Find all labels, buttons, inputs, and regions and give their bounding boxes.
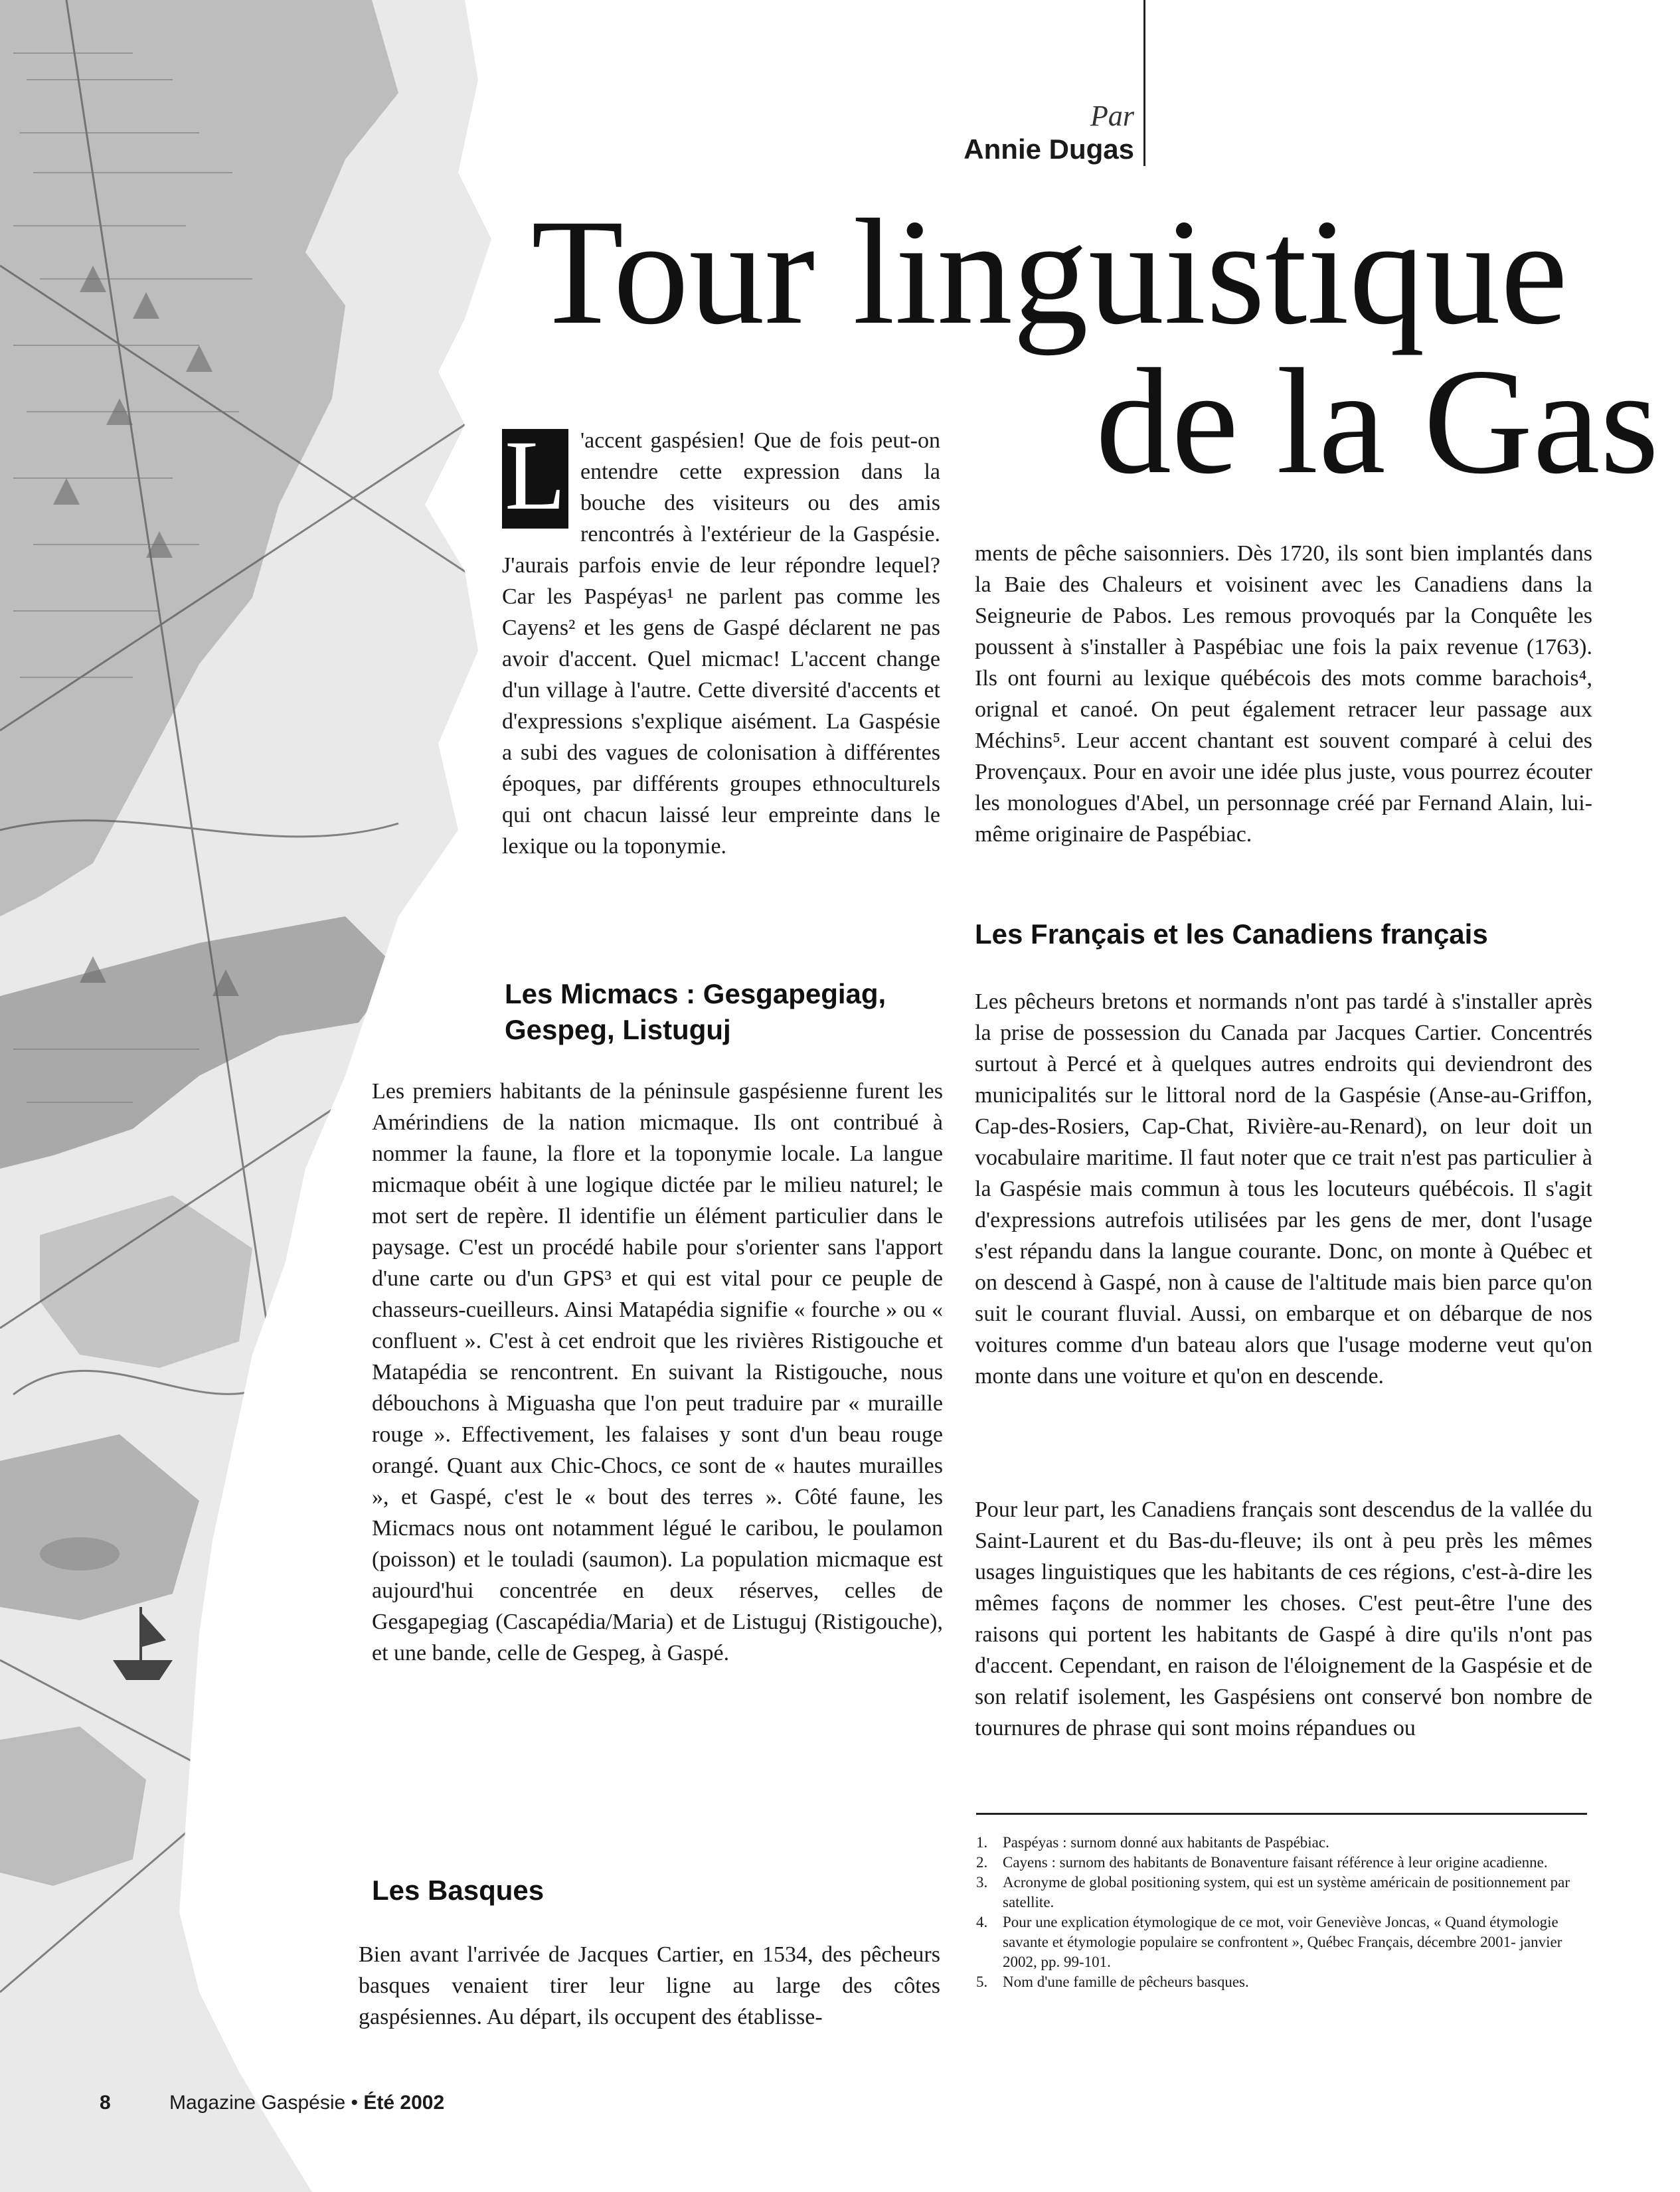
author-name: Annie Dugas: [964, 133, 1134, 165]
dropcap-letter: L: [502, 429, 568, 529]
footnote: [976, 1833, 1587, 1853]
footnote-number: 1.: [976, 1834, 988, 1851]
article-title-line2: de la Gas: [1096, 338, 1659, 505]
footnote-text: Cayens : surnom des habitants de Bonaventure faisant référence à leur origine acadienne.: [1003, 1854, 1548, 1871]
footnote: [976, 1873, 1587, 1912]
issue-date: Été 2002: [363, 2092, 445, 2114]
basques-paragraph-continued: ments de pêche saisonniers. Dès 1720, ils sont bien implantés dans la Baie des Chaleurs et voisinent avec les Canadiens dans la Seigneurie de Pabos. Les remous provoqués par la Conquête les poussent à s'installer à Paspébiac une fois la paix revenue (1763). Ils ont fourni au lexique québécois des mots comme barachois⁴, orignal et canoé. On peut également retracer leur passage aux Méchins⁵. Leur accent chantant est souvent comparé à celui des Provençaux. Pour en avoir une idée plus juste, vous pourrez écouter les monologues d'Abel, un personnage créé par Fernand Alain, lui-même originaire de Paspébiac.: [975, 541, 1592, 847]
micmacs-paragraph: Les premiers habitants de la péninsule gaspésienne furent les Amérindiens de la nation micmaque. Ils ont contribué à nommer la faune, la flore et la toponymie locale. La langue micmaque obéit à une logique dictée par le milieu naturel; le mot sert de repère. Il identifie un élément particulier dans le paysage. C'est un procédé habile pour s'orienter sans l'apport d'une carte ou d'un GPS³ et qui est vital pour ce peuple de chasseurs-cueilleurs. Ainsi Matapédia signifie « fourche » ou « confluent ». C'est à cet endroit que les rivières Ristigouche et Matapédia se rencontrent. En suivant la Ristigouche, nous débouchons à Miguasha que l'on peut traduire par « muraille rouge ». Effectivement, les falaises y sont d'un beau rouge orangé. Quant aux Chic-Chocs, ce sont de « hautes murailles », et Gaspé, c'est le « bout des terres ». Côté faune, les Micmacs nous ont notamment légué le caribou, le poulamon (poisson) et le touladi (saumon). La population micmaque est aujourd'hui concentrée en deux réserves, celles de Gesgapegiag (Cascapédia/Maria) et de Listuguj (Ristigouche), et une bande, celle de Gespeg, à Gaspé.: [372, 1079, 943, 1665]
footnote-rule: [976, 1813, 1587, 1815]
footnote-number: 5.: [976, 1974, 988, 1990]
byline-rule: [1143, 0, 1145, 166]
magazine-name: Magazine Gaspésie: [169, 2092, 346, 2114]
basques-paragraph-start: Bien avant l'arrivée de Jacques Cartier, en 1534, des pêcheurs basques venaient tirer leur ligne au large des côtes gaspésiennes. Au départ, ils occupent des établisse-: [359, 1942, 940, 2029]
footnotes: [976, 1833, 1587, 1992]
intro-paragraph: [502, 420, 940, 862]
heading-francais: Les Français et les Canadiens français: [975, 918, 1488, 950]
heading-basques: Les Basques: [372, 1875, 545, 1906]
article-title-line1: Tour linguistique: [531, 189, 1568, 356]
page-number: 8: [100, 2092, 111, 2114]
footer-bullet: •: [351, 2092, 364, 2114]
heading-micmacs: Les Micmacs : Gesgapegiag, Gespeg, Listuguj: [505, 978, 886, 1045]
footnote-text: Paspéyas : surnom donné aux habitants de Paspébiac.: [1003, 1834, 1329, 1851]
intro-text: 'accent gaspésien! Que de fois peut-on entendre cette expression dans la bouche des visiteurs ou des amis rencontrés à l'extérieur de la Gaspésie. J'aurais parfois envie de leur répondre lequel? Car les Paspéyas¹ ne parlent pas comme les Cayens² et les gens de Gaspé déclarent ne pas avoir d'accent. Quel micmac! L'accent change d'un village à l'autre. Cette diversité d'accents et d'expressions s'explique aisément. La Gaspésie a subi des vagues de colonisation à différentes époques, par différents groupes ethnoculturels qui ont chacun laissé leur empreinte dans le lexique ou la toponymie.: [502, 428, 940, 859]
footnote-number: 4.: [976, 1914, 988, 1930]
footnote: [976, 1912, 1587, 1972]
footnote: [976, 1972, 1587, 1992]
footnote-number: 3.: [976, 1874, 988, 1891]
footnote: [976, 1853, 1587, 1873]
francais-paragraph-1: Les pêcheurs bretons et normands n'ont pas tardé à s'installer après la prise de possession du Canada par Jacques Cartier. Concentrés surtout à Percé et à quelques autres endroits qui deviendront des municipalités sur le littoral nord de la Gaspésie (Anse-au-Griffon, Cap-des-Rosiers, Cap-Chat, Rivière-au-Renard), on leur doit un vocabulaire maritime. Il faut noter que ce trait n'est pas particulier à la Gaspésie mais commun à tous les locuteurs québécois. Il s'agit d'expressions autrefois utilisées par les gens de mer, dont l'usage s'est répandu dans la langue courante. Donc, on monte à Québec et on descend à Gaspé, non à cause de l'altitude mais bien parce qu'on suit le courant fluvial. Aussi, on embarque et on débarque de nos voitures comme d'un bateau alors que l'usage moderne veut qu'on monte dans une voiture et qu'on en descende.: [975, 989, 1592, 1389]
page-footer: [100, 2092, 444, 2114]
footnote-number: 2.: [976, 1854, 988, 1871]
footnote-text: Acronyme de global positioning system, qui est un système américain de positionnement par satellite.: [1003, 1874, 1570, 1910]
byline: [964, 100, 1134, 166]
footnote-text: Pour une explication étymologique de ce mot, voir Geneviève Joncas, « Quand étymologie savante et étymologie populaire se confrontent », Québec Français, décembre 2001- janvier 2002, pp. 99-101.: [1003, 1914, 1562, 1970]
francais-paragraph-2: Pour leur part, les Canadiens français sont descendus de la vallée du Saint-Laurent et du Bas-du-fleuve; ils ont à peu près les mêmes usages linguistiques que les habitants de ces régions, c'est-à-dire les mêmes façons de nommer les choses. C'est peut-être l'une des raisons qui portent les habitants de Gaspé à dire qu'ils n'ont pas d'accent. Cependant, en raison de l'éloignement de la Gaspésie et de son relatif isolement, les Gaspésiens ont conservé bon nombre de tournures de phrase qui sont moins répandues ou: [975, 1497, 1592, 1740]
footnote-text: Nom d'une famille de pêcheurs basques.: [1003, 1974, 1249, 1990]
byline-prefix: Par: [1090, 100, 1134, 132]
